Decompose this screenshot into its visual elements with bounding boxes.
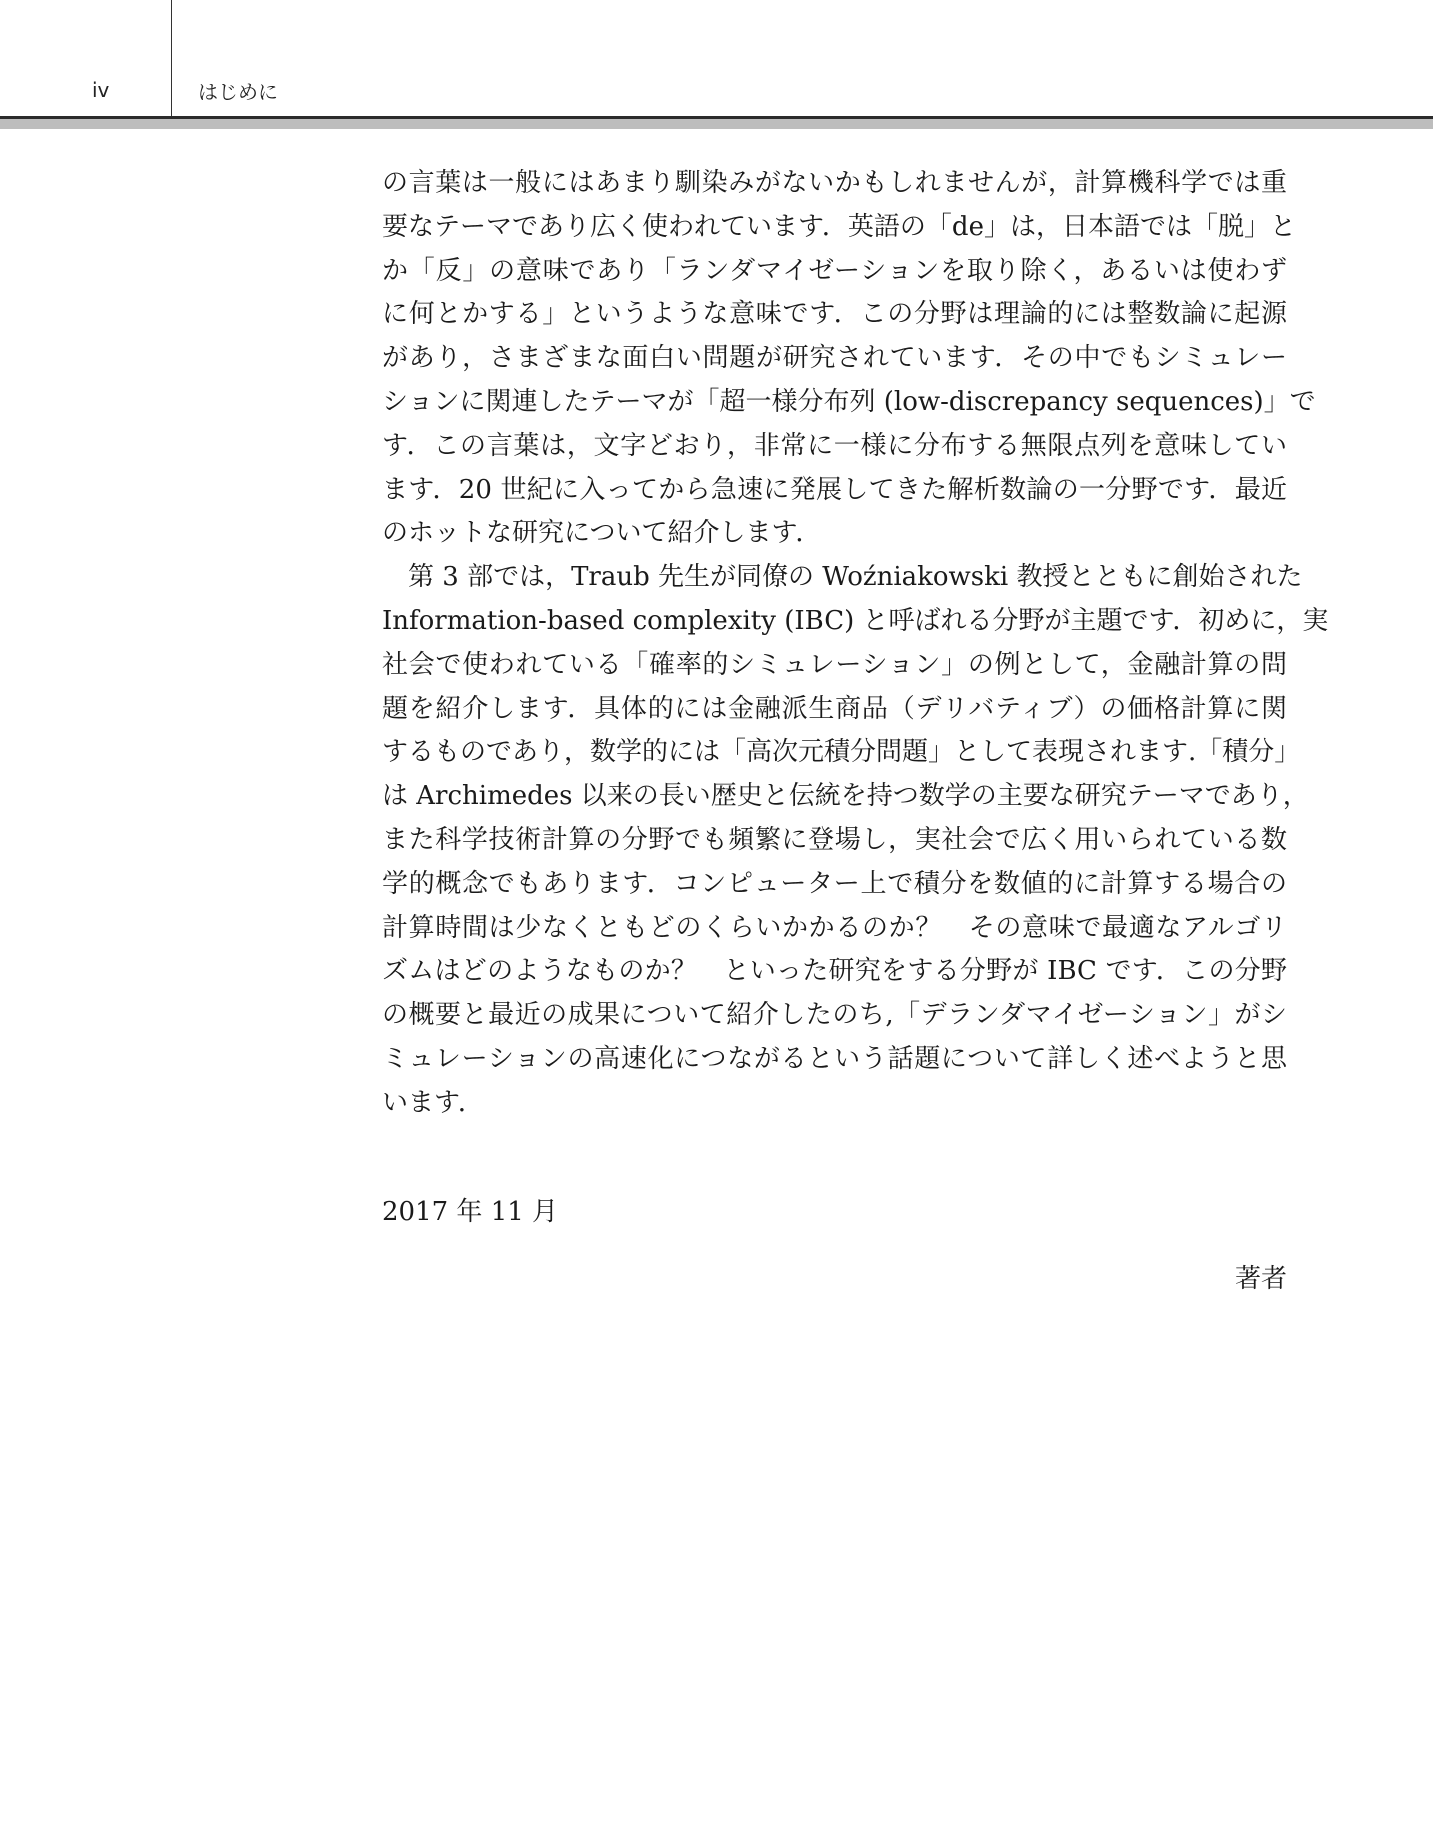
text-line: また科学技術計算の分野でも頻繁に登場し，実社会で広く用いられている数 (382, 824, 1287, 855)
text-line: か「反」の意味であり「ランダマイゼーションを取り除く，あるいは使わず (382, 255, 1287, 286)
text-line: 学的概念でもあります．コンピューター上で積分を数値的に計算する場合の (382, 868, 1287, 899)
text-line: す．この言葉は，文字どおり，非常に一様に分布する無限点列を意味してい (382, 430, 1287, 461)
text-line: ます．20 世紀に入ってから急速に発展してきた解析数論の一分野です．最近 (382, 474, 1287, 505)
text-line: に何とかする」というような意味です．この分野は理論的には整数論に起源 (382, 299, 1287, 330)
page-number: iv (92, 78, 110, 102)
running-head-title: はじめに (198, 80, 278, 104)
header-divider-vertical (171, 0, 172, 118)
date-line: 2017 年 11 月 (382, 1197, 559, 1227)
body-text (382, 162, 1329, 1126)
text-line: ミュレーションの高速化につながるという話題について詳しく述べようと思 (382, 1043, 1287, 1074)
text-line: するものであり，数学的には「高次元積分問題」として表現されます.「積分」 (382, 737, 1301, 768)
text-line: 題を紹介します．具体的には金融派生商品（デリバティブ）の価格計算に関 (382, 693, 1287, 724)
text-line: 社会で使われている「確率的シミュレーション」の例として，金融計算の問 (382, 649, 1287, 680)
text-line: のホットな研究について紹介します． (382, 518, 822, 549)
author-signature: 著者 (1234, 1264, 1287, 1294)
text-line: の概要と最近の成果について紹介したのち,「デランダマイゼーション」がシ (382, 1000, 1287, 1031)
text-line: ズムはどのようなものか？ といった研究をする分野が IBC です．この分野 (382, 956, 1287, 987)
text-line: ションに関連したテーマが「超一様分布列 (low-discrepancy sequences)」で (382, 386, 1316, 417)
text-line: は Archimedes 以来の長い歴史と伝統を持つ数学の主要な研究テーマであり， (382, 781, 1309, 812)
text-line: があり，さまざまな面白い問題が研究されています．その中でもシミュレー (382, 343, 1287, 374)
text-line: 第 3 部では，Traub 先生が同僚の Woźniakowski 教授とともに創始された (408, 562, 1303, 593)
text-line: 要なテーマであり広く使われています．英語の「de」は，日本語では「脱」と (382, 211, 1296, 242)
running-header (0, 0, 1433, 118)
text-line: います． (382, 1087, 484, 1118)
header-shade-band (0, 119, 1433, 129)
text-line: Information-based complexity (IBC) と呼ばれる分野が主題です．初めに，実 (382, 605, 1329, 636)
text-line: 計算時間は少なくともどのくらいかかるのか？ その意味で最適なアルゴリ (382, 912, 1287, 943)
text-line: の言葉は一般にはあまり馴染みがないかもしれませんが，計算機科学では重 (382, 168, 1287, 198)
